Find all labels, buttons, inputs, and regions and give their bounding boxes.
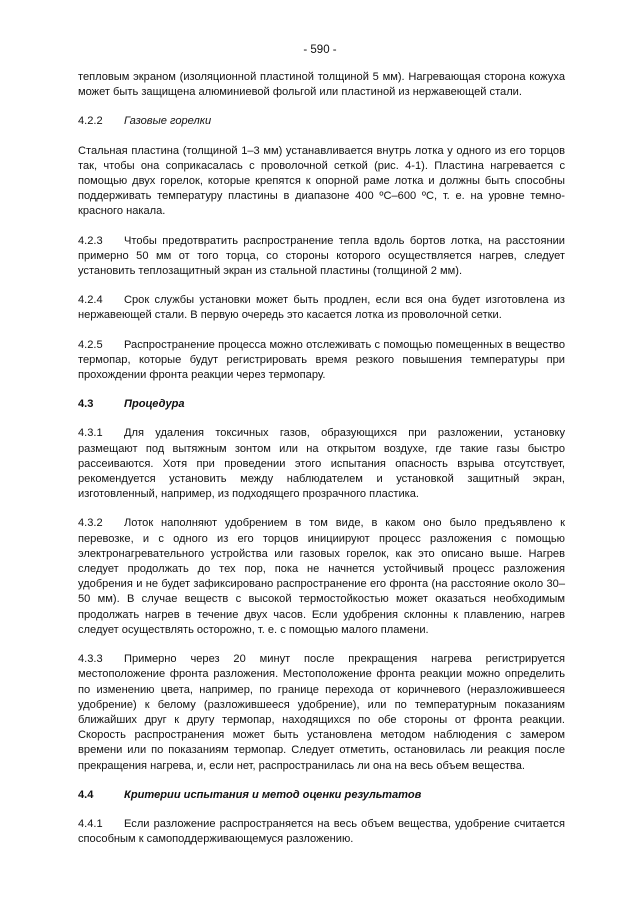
section-title: Газовые горелки bbox=[124, 115, 212, 128]
paragraph-number: 4.2.5 bbox=[78, 338, 103, 351]
paragraph-text: Если разложение распространяется на весь объем вещества, удобрение считается способным к самоподдерживающемуся разложению. bbox=[78, 817, 565, 846]
paragraph-number: 4.3.3 bbox=[78, 653, 103, 666]
paragraph-text: Примерно через 20 минут после прекращения нагрева регистрируется местоположение фронта разложения. Местоположение фронта реакции можно определить по изменению цвета, например, по границе перехода от коричневого (неразложившееся удобрение) к белому (разложившееся удобрение), или по температурным показаниям ближайших друг к другу термопар, находящихся по обе стороны от фронта реакции. Скорость распространения может быть установлена методом наблюдения с замером времени или по показаниям термопар. Следует отметить, остановилась ли реакция после прекращения нагрева, и, если нет, распространилась ли она на весь объем вещества. bbox=[78, 653, 565, 772]
page-number: - 590 - bbox=[303, 44, 337, 56]
section-heading-4-2-2 bbox=[78, 114, 565, 129]
paragraph-number: 4.2.4 bbox=[78, 294, 103, 307]
section-title: Критерии испытания и метод оценки результатов bbox=[124, 788, 422, 801]
paragraph-text: Срок службы установки может быть продлен, если вся она будет изготовлена из нержавеющей стали. В первую очередь это касается лотка из проволочной сетки. bbox=[78, 294, 565, 322]
section-number: 4.4 bbox=[78, 788, 94, 801]
paragraph-4-3-3 bbox=[78, 652, 565, 774]
paragraph-4-2-4 bbox=[78, 293, 565, 323]
section-number: 4.2.2 bbox=[78, 115, 103, 128]
paragraph-text: Распространение процесса можно отслеживать с помощью помещенных в вещество термопар, которые будут регистрировать время резкого повышения температуры при прохождении фронта реакции через термопару. bbox=[78, 338, 565, 382]
paragraph-text: Чтобы предотвратить распространение тепла вдоль бортов лотка, на расстоянии примерно 50 мм от того торца, со стороны которого осуществляется нагрев, следует установить теплозащитный экран из стальной пластины (толщиной 2 мм). bbox=[78, 234, 565, 278]
paragraph-number: 4.3.1 bbox=[78, 427, 103, 440]
intro-paragraph: тепловым экраном (изоляционной пластиной толщиной 5 мм). Нагревающая сторона кожуха может быть защищена алюминиевой фольгой или пластиной из нержавеющей стали. bbox=[78, 71, 565, 99]
paragraph-4-2-3 bbox=[78, 234, 565, 280]
paragraph-text: Для удаления токсичных газов, образующихся при разложении, установку размещают под вытяжным зонтом или на открытом воздухе, где такие газы быстро рассеиваются. Хотя при проведении этого испытания опасность взрыва отсутствует, рекомендуется установить между наблюдателем и установкой защитный экран, изготовленный, например, из подходящего прозрачного пластика. bbox=[78, 427, 565, 501]
paragraph-4-4-1 bbox=[78, 817, 565, 847]
paragraph-text: Лоток наполняют удобрением в том виде, в каком оно было предъявлено к перевозке, и с одного из его торцов инициируют процесс разложения с помощью электронагревательного устройства или газовых горелок, как это описано выше. Нагрев следует продолжать до тех пор, пока не начнется устойчивый процесс разложения удобрения и не будет зафиксировано распространение его фронта (на расстояние около 30–50 мм). В случае веществ с высокой термостойкостью может оказаться необходимым продолжать нагрев в течение двух часов. Если удобрения склонны к плавлению, нагрев следует осуществлять осторожно, т. е. с помощью малого пламени. bbox=[78, 517, 565, 636]
document-body bbox=[78, 70, 565, 861]
paragraph-number: 4.3.2 bbox=[78, 517, 103, 530]
section-heading-4-4 bbox=[78, 788, 565, 803]
section-heading-4-3 bbox=[78, 397, 565, 412]
paragraph-4-2-5 bbox=[78, 338, 565, 384]
section-title: Процедура bbox=[124, 398, 185, 411]
paragraph-4-2-2: Стальная пластина (толщиной 1–3 мм) устанавливается внутрь лотка у одного из его торцов так, чтобы она соприкасалась с проволочной сеткой (рис. 4-1). Пластина нагревается с помощью двух горелок, которые крепятся к опорной раме лотка и должны быть способны поддерживать температуру пластины в диапазоне 400 ºС–600 ºС, т. е. на уровне темно-красного накала. bbox=[78, 144, 565, 218]
paragraph-number: 4.2.3 bbox=[78, 234, 103, 247]
paragraph-4-3-1 bbox=[78, 426, 565, 502]
section-number: 4.3 bbox=[78, 398, 94, 411]
paragraph-number: 4.4.1 bbox=[78, 817, 103, 830]
paragraph-4-3-2 bbox=[78, 516, 565, 638]
